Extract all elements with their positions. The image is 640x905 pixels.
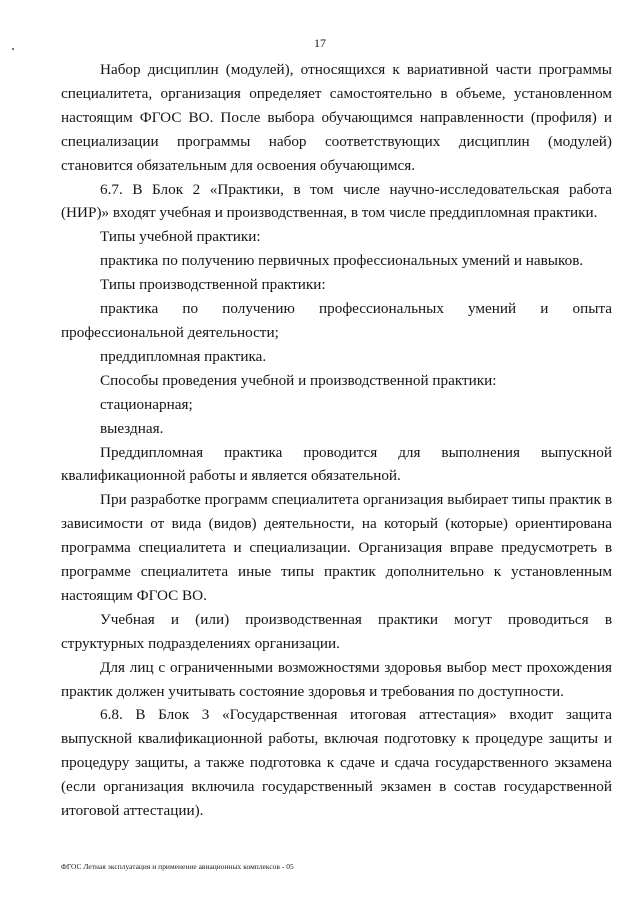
paragraph-variative-disciplines: Набор дисциплин (модулей), относящихся к вариативной части программы специалитета, организация определяет самостоятельно в объеме, установленном настоящим ФГОС ВО. После выбора обучающимся направленности (профиля) и специализации программы набор соответствующих дисциплин (модулей) становится обязательным для освоения обучающимся. — [61, 61, 612, 174]
paragraph-block-3-attestation: 6.8. В Блок 3 «Государственная итоговая аттестация» входит защита выпускной квалификационной работы, включая подготовку к процедуре защиты и процедуру защиты, а также подготовка к сдаче и сдача государственного экзамена (если организация включила государственный экзамен в состав государственной итоговой аттестации). — [61, 706, 612, 820]
paragraph-field: выездная. — [100, 419, 164, 437]
page-body — [61, 58, 612, 823]
paragraph-program-development: При разработке программ специалитета организация выбирает типы практик в зависимости от вида (видов) деятельности, на который (которые) ориентирована программа специалитета и специализации. Организация вправе предусмотреть в программе специалитета иные типы практик дополнительно к установленным настоящим ФГОС ВО. — [61, 491, 612, 604]
paragraph-pre-diploma-practice: преддипломная практика. — [100, 347, 267, 365]
paragraph-stationary: стационарная; — [100, 395, 193, 413]
page-number: 17 — [314, 36, 326, 50]
paragraph-structural-units: Учебная и (или) производственная практики могут проводиться в структурных подразделениях организации. — [61, 610, 612, 652]
paragraph-professional-experience-practice: практика по получению профессиональных умений и опыта профессиональной деятельности; — [61, 300, 612, 341]
paragraph-pre-diploma-mandatory: Преддипломная практика проводится для выполнения выпускной квалификационной работы и является обязательной. — [61, 443, 612, 485]
scan-speck — [12, 48, 14, 50]
paragraph-primary-skills-practice: практика по получению первичных профессиональных умений и навыков. — [100, 252, 584, 270]
paragraph-block-2-practices: 6.7. В Блок 2 «Практики, в том числе научно-исследовательская работа (НИР)» входят учебная и производственная, в том числе преддипломная практики. — [61, 180, 612, 222]
document-footer: ФГОС Летная эксплуатация и применение авиационных комплексов - 05 — [61, 862, 294, 871]
paragraph-practice-methods: Способы проведения учебной и производственной практики: — [100, 371, 497, 389]
paragraph-disabilities: Для лиц с ограниченными возможностями здоровья выбор мест прохождения практик должен учитывать состояние здоровья и требования по доступности. — [61, 658, 612, 700]
paragraph-educational-practice-types: Типы учебной практики: — [100, 228, 261, 246]
paragraph-production-practice-types: Типы производственной практики: — [100, 276, 326, 294]
